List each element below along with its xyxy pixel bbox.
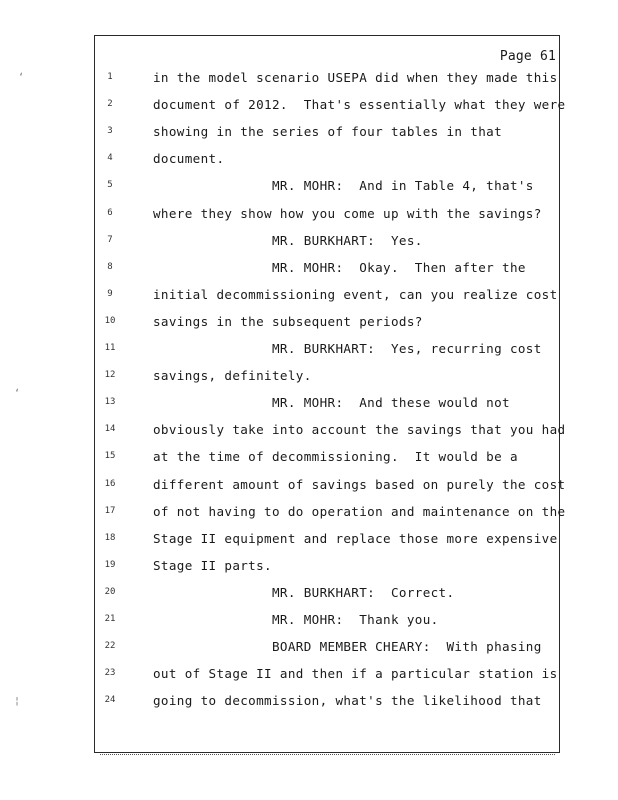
line-number: 18 xyxy=(104,532,116,543)
line-text: Stage II equipment and replace those more expensive xyxy=(153,530,558,546)
line-number: 4 xyxy=(107,153,113,164)
margin-mark: ʻ xyxy=(14,388,21,399)
line-number: 2 xyxy=(107,99,113,110)
scan-artifact xyxy=(100,754,555,757)
line-text: of not having to do operation and maintenance on the xyxy=(153,503,566,519)
line-text: BOARD MEMBER CHEARY: With phasing xyxy=(153,639,542,655)
line-number: 21 xyxy=(104,614,116,624)
line-number: 3 xyxy=(107,126,113,137)
transcript-line xyxy=(0,260,618,278)
transcript-line xyxy=(0,666,618,684)
line-text: document of 2012. That's essentially what they were xyxy=(153,97,566,113)
line-text: initial decommissioning event, can you realize cost xyxy=(153,286,558,302)
line-text: MR. BURKHART: Yes. xyxy=(153,232,423,248)
transcript-line xyxy=(0,314,618,332)
page-number: Page 61 xyxy=(499,49,556,64)
transcript-line xyxy=(0,639,618,657)
transcript-line xyxy=(0,368,618,386)
line-number: 9 xyxy=(107,288,113,299)
line-text: in the model scenario USEPA did when they made this xyxy=(153,70,558,85)
line-text: MR. BURKHART: Yes, recurring cost xyxy=(153,341,542,356)
line-text: at the time of decommissioning. It would be a xyxy=(153,449,518,465)
transcript-line xyxy=(0,206,618,224)
line-text: going to decommission, what's the likelihood that xyxy=(153,693,542,709)
transcript-line xyxy=(0,287,618,305)
line-text: showing in the series of four tables in that xyxy=(153,124,503,140)
line-number: 8 xyxy=(107,261,113,272)
line-number: 19 xyxy=(104,559,116,570)
transcript-line xyxy=(0,531,618,549)
transcript-line xyxy=(0,585,618,603)
margin-mark: ʻ xyxy=(18,72,25,83)
transcript-line xyxy=(0,477,618,495)
transcript-line xyxy=(0,124,618,142)
line-text: document. xyxy=(153,151,225,167)
transcript-line xyxy=(0,151,618,169)
transcript-line xyxy=(0,395,618,413)
line-number: 20 xyxy=(104,586,116,597)
transcript-line xyxy=(0,612,618,630)
line-text: different amount of savings based on purely the cost xyxy=(153,476,566,492)
transcript-line xyxy=(0,558,618,576)
line-number: 10 xyxy=(104,315,116,326)
line-number: 13 xyxy=(104,397,116,408)
line-text: out of Stage II and then if a particular station is xyxy=(153,666,558,682)
line-number: 23 xyxy=(104,668,116,679)
line-text: where they show how you come up with the savings? xyxy=(153,205,542,221)
transcript-line xyxy=(0,233,618,251)
transcript-line xyxy=(0,178,618,196)
line-text: MR. MOHR: And these would not xyxy=(153,395,510,411)
line-number: 16 xyxy=(104,478,116,489)
line-number: 14 xyxy=(104,424,116,435)
margin-mark: ¦ xyxy=(14,696,21,707)
line-text: MR. MOHR: Thank you. xyxy=(153,612,439,627)
line-text: obviously take into account the savings that you had xyxy=(153,422,566,438)
line-number: 12 xyxy=(104,370,116,381)
line-number: 5 xyxy=(107,180,113,191)
line-text: MR. BURKHART: Correct. xyxy=(153,584,455,600)
line-text: Stage II parts. xyxy=(153,557,272,573)
line-text: savings in the subsequent periods? xyxy=(153,313,423,329)
line-text: MR. MOHR: Okay. Then after the xyxy=(153,259,526,275)
transcript-line xyxy=(0,504,618,522)
line-number: 6 xyxy=(107,207,113,218)
transcript-line xyxy=(0,341,618,359)
line-number: 7 xyxy=(107,234,113,245)
transcript-line xyxy=(0,693,618,711)
line-number: 11 xyxy=(104,343,116,353)
line-text: MR. MOHR: And in Table 4, that's xyxy=(153,178,534,194)
line-text: savings, definitely. xyxy=(153,368,312,384)
transcript-line xyxy=(0,97,618,115)
transcript-line xyxy=(0,70,618,88)
line-number: 1 xyxy=(107,72,113,82)
line-number: 24 xyxy=(104,695,116,706)
line-number: 17 xyxy=(104,505,116,516)
line-number: 22 xyxy=(104,641,116,652)
transcript-line xyxy=(0,422,618,440)
line-number: 15 xyxy=(104,451,116,462)
transcript-line xyxy=(0,449,618,467)
